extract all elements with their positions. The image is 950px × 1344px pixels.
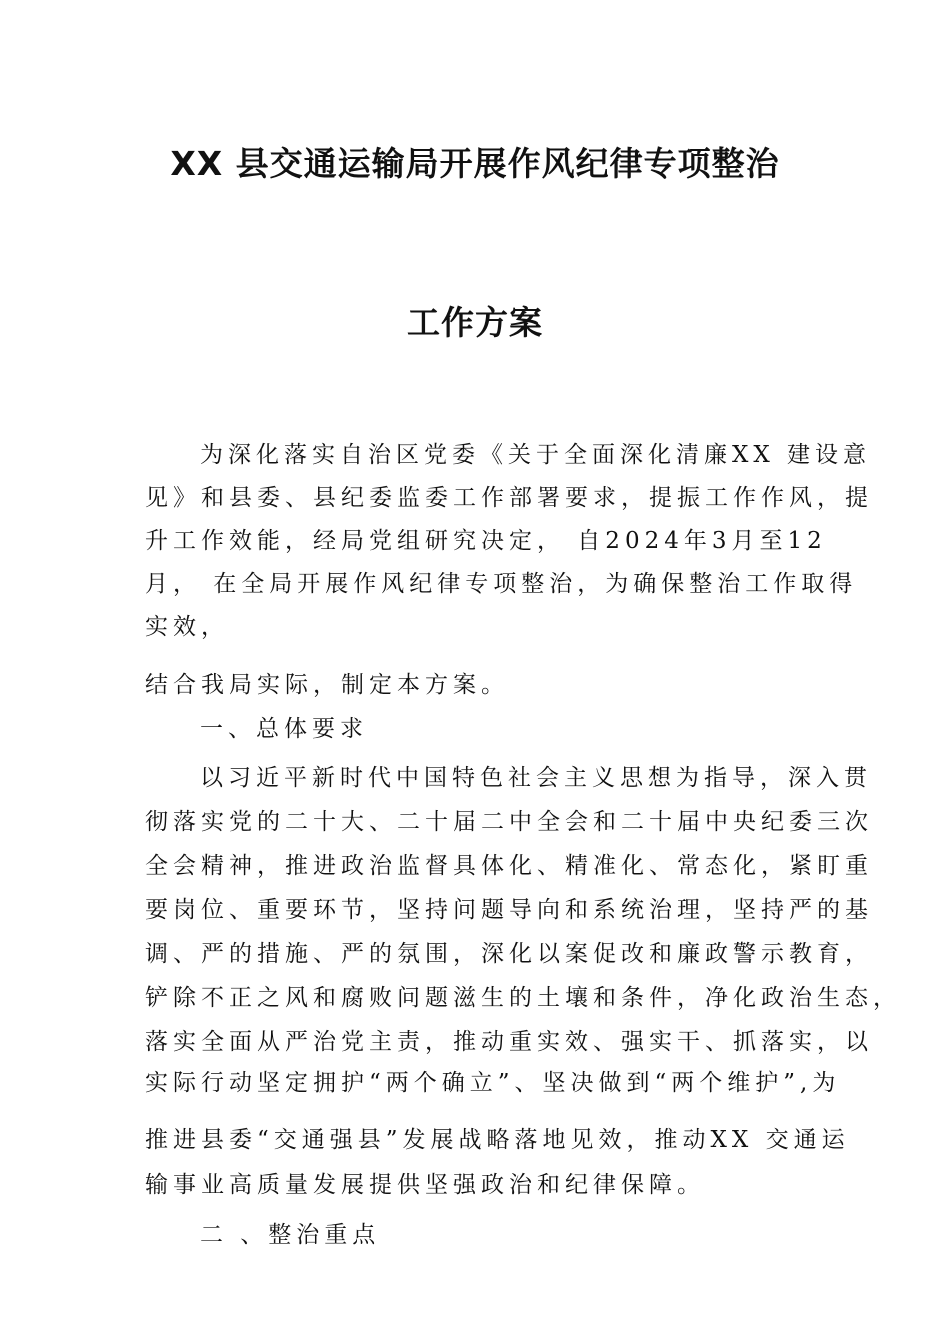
paragraph-line: 落实全面从严治党主责，推动重实效、强实干、抓落实，以 <box>145 1029 873 1055</box>
paragraph-line: 实效， <box>145 614 229 640</box>
paragraph-line: 月， 在全局开展作风纪律专项整治，为确保整治工作取得 <box>145 571 858 597</box>
section-heading: 一、总体要求 <box>200 716 368 742</box>
paragraph-line: 见》和县委、县纪委监委工作部署要求，提振工作作风，提 <box>145 485 873 511</box>
paragraph-line: 彻落实党的二十大、二十届二中全会和二十届中央纪委三次 <box>145 809 873 835</box>
paragraph-line: 输事业高质量发展提供坚强政治和纪律保障。 <box>145 1172 705 1198</box>
paragraph-line: 调、严的措施、严的氛围，深化以案促改和廉政警示教育， <box>145 941 873 967</box>
paragraph-line: 以习近平新时代中国特色社会主义思想为指导，深入贯 <box>200 765 872 791</box>
paragraph-line: 铲除不正之风和腐败问题滋生的土壤和条件，净化政治生态， <box>145 985 901 1011</box>
paragraph-line: 要岗位、重要环节，坚持问题导向和系统治理，坚持严的基 <box>145 897 873 923</box>
paragraph-line: 升工作效能，经局党组研究决定， 自2024年3月至12 <box>145 528 827 554</box>
paragraph-line: 推进县委“交通强县”发展战略落地见效，推动XX 交通运 <box>145 1127 850 1153</box>
paragraph-line: 实际行动坚定拥护“两个确立”、坚决做到“两个维护”,为 <box>145 1070 841 1096</box>
section-heading: 二 、整治重点 <box>200 1222 381 1248</box>
document-title-line-1: XX 县交通运输局开展作风纪律专项整治 <box>170 144 780 183</box>
paragraph-line: 为深化落实自治区党委《关于全面深化清廉XX 建设意 <box>200 442 872 468</box>
paragraph-line: 全会精神，推进政治监督具体化、精准化、常态化，紧盯重 <box>145 853 873 879</box>
document-title-line-2: 工作方案 <box>407 303 543 342</box>
paragraph-line: 结合我局实际，制定本方案。 <box>145 672 509 698</box>
